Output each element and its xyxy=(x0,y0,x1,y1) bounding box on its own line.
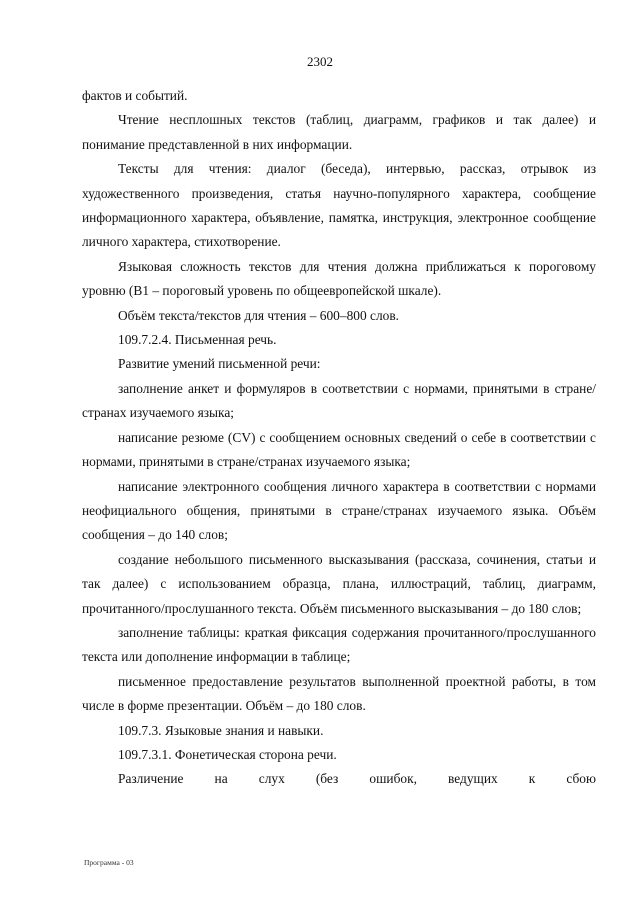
section-heading: 109.7.2.4. Письменная речь. xyxy=(118,332,277,348)
list-item: заполнение анкет и формуляров в соответствии с нормами, принятыми в стране/странах изучаемого языка; xyxy=(82,380,596,421)
paragraph: Языковая сложность текстов для чтения должна приближаться к пороговому уровню (В1 – пороговый уровень по общеевропейской шкале). xyxy=(82,258,596,299)
list-item: заполнение таблицы: краткая фиксация содержания прочитанного/прослушанного текста или дополнение информации в таблице; xyxy=(82,624,596,665)
paragraph: Объём текста/текстов для чтения – 600–800 слов. xyxy=(118,307,399,323)
paragraph: Чтение несплошных текстов (таблиц, диаграмм, графиков и так далее) и понимание представленной в них информации. xyxy=(82,112,596,152)
list-item: создание небольшого письменного высказывания (рассказа, сочинения, статьи и так далее) с использованием образца, плана, иллюстраций, таблиц, диаграмм, прочитанного/прослушанного текста. Объём письменного высказывания – до 180 слов; xyxy=(82,551,596,616)
paragraph: Развитие умений письменной речи: xyxy=(118,356,321,372)
list-item: написание резюме (CV) с сообщением основных сведений о себе в соответствии с нормами, принятыми в стране/странах изучаемого языка; xyxy=(82,429,596,470)
paragraph: Различение на слух (без ошибок, ведущих к сбою xyxy=(118,771,596,787)
page-number: 2302 xyxy=(307,54,333,69)
list-item: написание электронного сообщения личного характера в соответствии с нормами неофициального общения, принятыми в стране/странах изучаемого языка. Объём сообщения – до 140 слов; xyxy=(82,478,596,543)
paragraph: Тексты для чтения: диалог (беседа), интервью, рассказ, отрывок из художественного произведения, статья научно-популярного характера, сообщение информационного характера, объявление, памятка, инструкция, электронное сообщение личного характера, стихотворение. xyxy=(82,161,596,250)
paragraph: фактов и событий. xyxy=(82,88,188,103)
page-body xyxy=(82,84,596,792)
list-item: письменное предоставление результатов выполненной проектной работы, в том числе в форме презентации. Объём – до 180 слов. xyxy=(82,673,596,714)
section-heading: 109.7.3.1. Фонетическая сторона речи. xyxy=(118,746,337,762)
section-heading: 109.7.3. Языковые знания и навыки. xyxy=(118,722,324,738)
footer-note: Программа - 03 xyxy=(84,858,134,867)
